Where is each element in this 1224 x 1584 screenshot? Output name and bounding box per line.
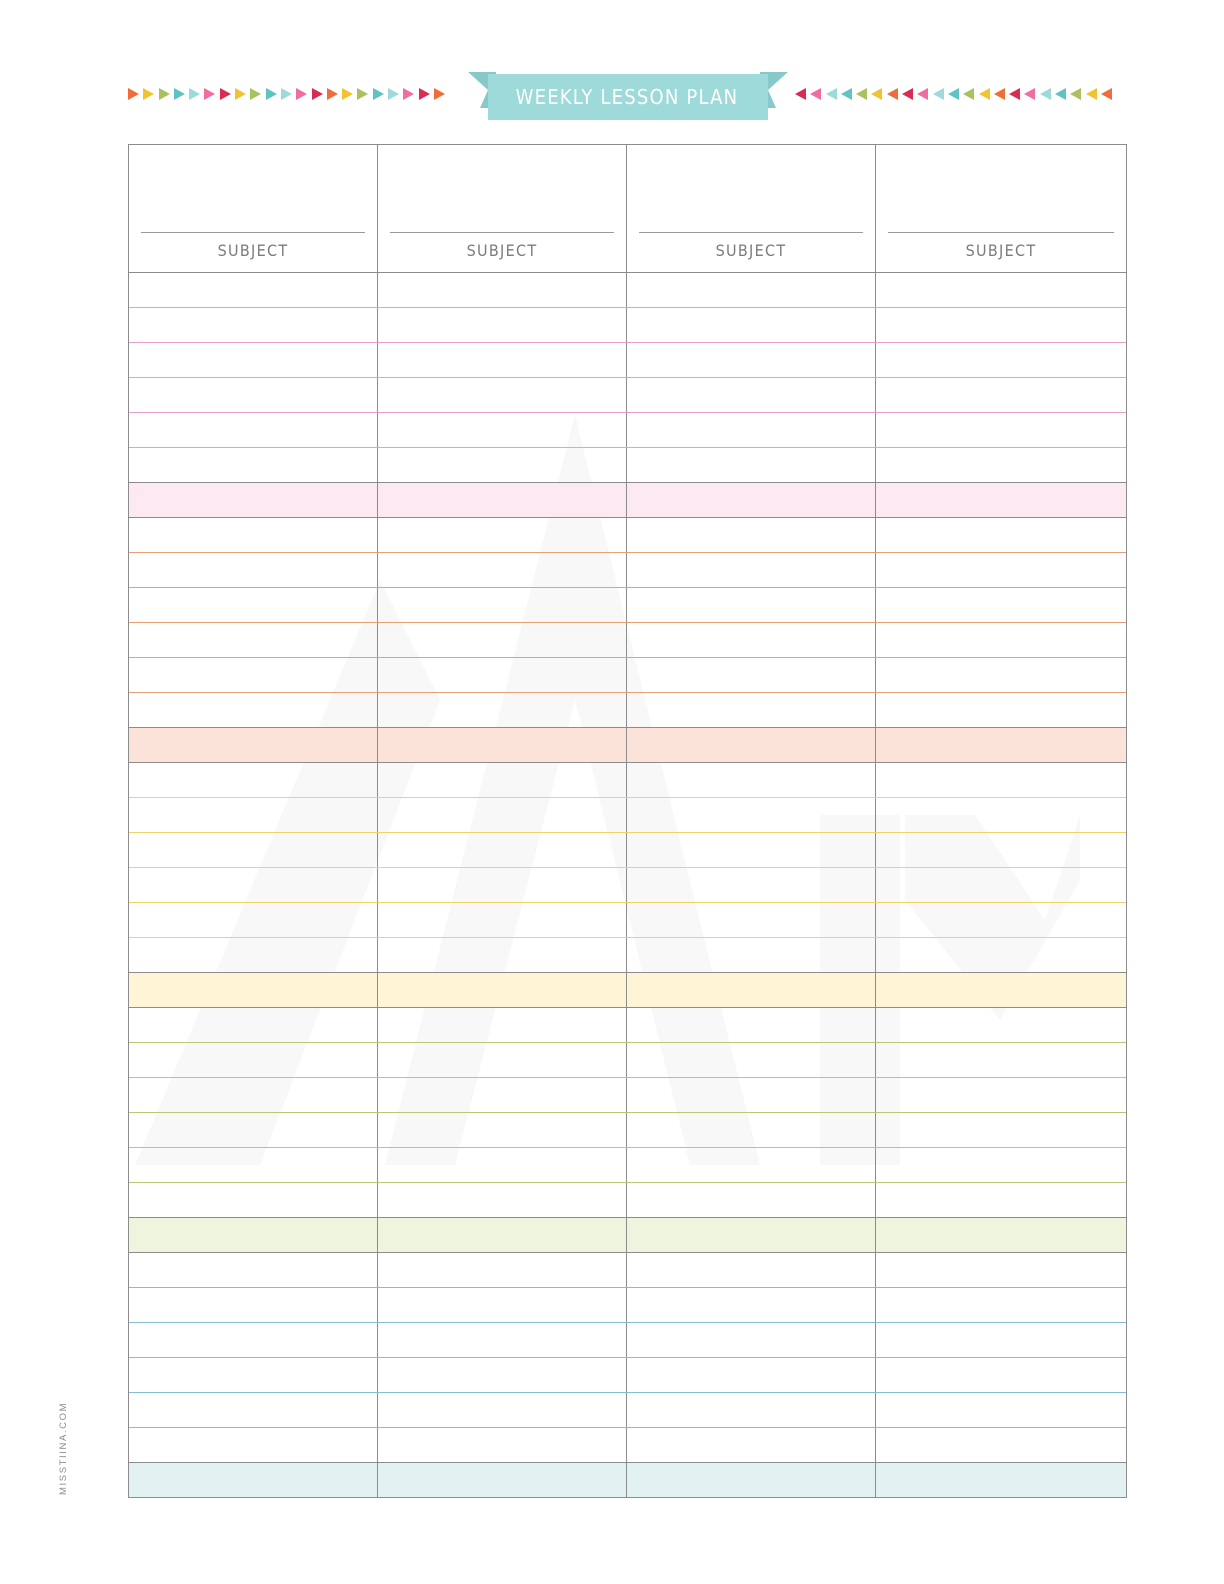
lesson-row <box>129 448 1126 483</box>
lesson-cell[interactable] <box>876 1008 1126 1042</box>
triangle-ornament <box>1101 88 1112 100</box>
lesson-cell[interactable] <box>129 868 378 902</box>
triangle-ornament <box>963 88 974 100</box>
lesson-cell[interactable] <box>627 1008 876 1042</box>
lesson-cell[interactable] <box>876 763 1126 797</box>
lesson-cell[interactable] <box>129 1428 378 1462</box>
lesson-cell[interactable] <box>378 798 627 832</box>
lesson-cell[interactable] <box>129 518 378 552</box>
lesson-cell[interactable] <box>129 483 378 517</box>
lesson-cell[interactable] <box>378 1393 627 1427</box>
lesson-cell[interactable] <box>378 623 627 657</box>
lesson-cell[interactable] <box>129 1218 378 1252</box>
lesson-row <box>129 658 1126 693</box>
lesson-cell[interactable] <box>876 343 1126 377</box>
lesson-row <box>129 833 1126 868</box>
triangle-ornament <box>1070 88 1081 100</box>
lesson-cell[interactable] <box>876 483 1126 517</box>
triangle-ornament <box>1009 88 1020 100</box>
lesson-cell[interactable] <box>378 1323 627 1357</box>
lesson-cell[interactable] <box>627 1183 876 1217</box>
lesson-cell[interactable] <box>378 273 627 307</box>
lesson-cell[interactable] <box>129 763 378 797</box>
lesson-row <box>129 693 1126 728</box>
lesson-row <box>129 1078 1126 1113</box>
triangle-ornament <box>887 88 898 100</box>
lesson-cell[interactable] <box>378 553 627 587</box>
lesson-row <box>129 343 1126 378</box>
lesson-cell[interactable] <box>378 903 627 937</box>
lesson-row <box>129 903 1126 938</box>
lesson-cell[interactable] <box>627 1043 876 1077</box>
lesson-cell[interactable] <box>627 588 876 622</box>
triangle-ornament <box>235 88 246 100</box>
subject-column-header-2 <box>378 145 627 272</box>
lesson-cell[interactable] <box>378 1183 627 1217</box>
lesson-cell[interactable] <box>378 763 627 797</box>
lesson-cell[interactable] <box>627 308 876 342</box>
lesson-cell[interactable] <box>627 1113 876 1147</box>
lesson-cell[interactable] <box>876 1358 1126 1392</box>
lesson-cell[interactable] <box>129 1008 378 1042</box>
triangle-ornament <box>373 88 384 100</box>
lesson-cell[interactable] <box>129 833 378 867</box>
brand-credit: MISSTIINA.COM <box>58 1401 69 1495</box>
lesson-cell[interactable] <box>378 1078 627 1112</box>
lesson-cell[interactable] <box>129 1463 378 1497</box>
lesson-cell[interactable] <box>627 833 876 867</box>
triangle-ornament <box>357 88 368 100</box>
lesson-cell[interactable] <box>876 1183 1126 1217</box>
lesson-row <box>129 1043 1126 1078</box>
lesson-cell[interactable] <box>876 623 1126 657</box>
subject-write-line[interactable] <box>639 232 863 233</box>
lesson-cell[interactable] <box>378 308 627 342</box>
lesson-row <box>129 588 1126 623</box>
lesson-cell[interactable] <box>129 308 378 342</box>
triangle-ornament <box>795 88 806 100</box>
triangle-ornament <box>296 88 307 100</box>
lesson-cell[interactable] <box>129 1148 378 1182</box>
lesson-cell[interactable] <box>378 483 627 517</box>
lesson-cell[interactable] <box>876 1113 1126 1147</box>
lesson-cell[interactable] <box>378 1428 627 1462</box>
lesson-row <box>129 763 1126 798</box>
lesson-cell[interactable] <box>627 273 876 307</box>
lesson-cell[interactable] <box>876 518 1126 552</box>
triangle-ornament <box>856 88 867 100</box>
lesson-cell[interactable] <box>378 1463 627 1497</box>
section-band-row <box>129 1463 1126 1497</box>
lesson-cell[interactable] <box>627 1393 876 1427</box>
lesson-cell[interactable] <box>129 798 378 832</box>
lesson-cell[interactable] <box>627 518 876 552</box>
triangle-ornament <box>128 88 139 100</box>
subject-write-line[interactable] <box>888 232 1114 233</box>
lesson-cell[interactable] <box>129 693 378 727</box>
subject-column-header-4 <box>876 145 1126 272</box>
lesson-cell[interactable] <box>627 1148 876 1182</box>
section-band-row <box>129 973 1126 1008</box>
lesson-cell[interactable] <box>627 553 876 587</box>
lesson-row <box>129 798 1126 833</box>
triangle-ornament <box>342 88 353 100</box>
subject-column-header-3 <box>627 145 876 272</box>
lesson-row <box>129 1113 1126 1148</box>
lesson-cell[interactable] <box>627 1463 876 1497</box>
lesson-cell[interactable] <box>129 1043 378 1077</box>
lesson-cell[interactable] <box>378 448 627 482</box>
lesson-row <box>129 413 1126 448</box>
lesson-cell[interactable] <box>129 1288 378 1322</box>
triangle-ornament <box>933 88 944 100</box>
lesson-cell[interactable] <box>378 973 627 1007</box>
lesson-cell[interactable] <box>378 518 627 552</box>
lesson-rows <box>129 273 1126 1497</box>
triangle-ornament <box>841 88 852 100</box>
left-triangle-border <box>128 86 449 102</box>
lesson-cell[interactable] <box>378 1358 627 1392</box>
lesson-row <box>129 378 1126 413</box>
lesson-cell[interactable] <box>129 588 378 622</box>
lesson-cell[interactable] <box>876 1323 1126 1357</box>
lesson-cell[interactable] <box>129 973 378 1007</box>
lesson-cell[interactable] <box>378 1113 627 1147</box>
lesson-row <box>129 623 1126 658</box>
lesson-cell[interactable] <box>627 763 876 797</box>
lesson-cell[interactable] <box>129 1393 378 1427</box>
triangle-ornament <box>419 88 430 100</box>
lesson-cell[interactable] <box>378 938 627 972</box>
lesson-cell[interactable] <box>378 1148 627 1182</box>
lesson-row <box>129 1288 1126 1323</box>
subject-label: SUBJECT <box>217 241 289 260</box>
lesson-row <box>129 1393 1126 1428</box>
lesson-row <box>129 1428 1126 1463</box>
lesson-cell[interactable] <box>378 728 627 762</box>
lesson-cell[interactable] <box>129 273 378 307</box>
lesson-cell[interactable] <box>627 378 876 412</box>
subject-write-line[interactable] <box>390 232 614 233</box>
lesson-cell[interactable] <box>627 938 876 972</box>
triangle-ornament <box>159 88 170 100</box>
triangle-ornament <box>826 88 837 100</box>
triangle-ornament <box>204 88 215 100</box>
lesson-cell[interactable] <box>876 693 1126 727</box>
triangle-ornament <box>994 88 1005 100</box>
lesson-cell[interactable] <box>129 448 378 482</box>
lesson-cell[interactable] <box>378 1043 627 1077</box>
lesson-cell[interactable] <box>876 448 1126 482</box>
lesson-cell[interactable] <box>627 798 876 832</box>
lesson-cell[interactable] <box>627 343 876 377</box>
right-triangle-border <box>795 86 1116 102</box>
lesson-cell[interactable] <box>129 1183 378 1217</box>
triangle-ornament <box>1055 88 1066 100</box>
lesson-cell[interactable] <box>129 553 378 587</box>
triangle-ornament <box>174 88 185 100</box>
lesson-cell[interactable] <box>129 1253 378 1287</box>
lesson-cell[interactable] <box>378 658 627 692</box>
triangle-ornament <box>266 88 277 100</box>
lesson-cell[interactable] <box>129 413 378 447</box>
triangle-ornament <box>327 88 338 100</box>
page-title: WEEKLY LESSON PLAN <box>515 85 739 109</box>
lesson-cell[interactable] <box>129 1323 378 1357</box>
lesson-cell[interactable] <box>876 938 1126 972</box>
lesson-cell[interactable] <box>378 588 627 622</box>
lesson-cell[interactable] <box>627 413 876 447</box>
lesson-cell[interactable] <box>627 658 876 692</box>
page-header <box>0 60 1224 130</box>
lesson-cell[interactable] <box>378 1218 627 1252</box>
lesson-row <box>129 273 1126 308</box>
lesson-row <box>129 308 1126 343</box>
triangle-ornament <box>917 88 928 100</box>
lesson-cell[interactable] <box>876 658 1126 692</box>
lesson-cell[interactable] <box>876 1463 1126 1497</box>
triangle-ornament <box>1086 88 1097 100</box>
lesson-cell[interactable] <box>627 903 876 937</box>
lesson-cell[interactable] <box>627 1323 876 1357</box>
triangle-ornament <box>250 88 261 100</box>
lesson-cell[interactable] <box>627 623 876 657</box>
lesson-cell[interactable] <box>627 973 876 1007</box>
triangle-ornament <box>388 88 399 100</box>
lesson-cell[interactable] <box>378 1253 627 1287</box>
lesson-cell[interactable] <box>378 693 627 727</box>
triangle-ornament <box>1040 88 1051 100</box>
lesson-cell[interactable] <box>129 343 378 377</box>
triangle-ornament <box>979 88 990 100</box>
lesson-cell[interactable] <box>627 1288 876 1322</box>
lesson-cell[interactable] <box>378 868 627 902</box>
lesson-cell[interactable] <box>876 378 1126 412</box>
triangle-ornament <box>871 88 882 100</box>
lesson-row <box>129 518 1126 553</box>
subject-label: SUBJECT <box>965 241 1037 260</box>
lesson-cell[interactable] <box>876 1148 1126 1182</box>
triangle-ornament <box>434 88 445 100</box>
lesson-row <box>129 1358 1126 1393</box>
lesson-cell[interactable] <box>378 833 627 867</box>
subject-column-header-1 <box>129 145 378 272</box>
lesson-cell[interactable] <box>876 868 1126 902</box>
triangle-ornament <box>810 88 821 100</box>
lesson-cell[interactable] <box>627 483 876 517</box>
section-band-row <box>129 728 1126 763</box>
lesson-cell[interactable] <box>627 448 876 482</box>
section-band-row <box>129 483 1126 518</box>
subject-label: SUBJECT <box>715 241 787 260</box>
lesson-cell[interactable] <box>876 1393 1126 1427</box>
lesson-row <box>129 1183 1126 1218</box>
lesson-cell[interactable] <box>627 1078 876 1112</box>
lesson-row <box>129 1148 1126 1183</box>
lesson-cell[interactable] <box>876 553 1126 587</box>
triangle-ornament <box>403 88 414 100</box>
lesson-row <box>129 1008 1126 1043</box>
lesson-cell[interactable] <box>876 973 1126 1007</box>
lesson-cell[interactable] <box>627 1218 876 1252</box>
triangle-ornament <box>189 88 200 100</box>
lesson-cell[interactable] <box>876 413 1126 447</box>
triangle-ornament <box>1024 88 1035 100</box>
lesson-cell[interactable] <box>627 728 876 762</box>
lesson-cell[interactable] <box>378 343 627 377</box>
lesson-cell[interactable] <box>129 1358 378 1392</box>
lesson-cell[interactable] <box>627 1358 876 1392</box>
triangle-ornament <box>902 88 913 100</box>
lesson-cell[interactable] <box>129 1113 378 1147</box>
subject-write-line[interactable] <box>141 232 365 233</box>
triangle-ornament <box>312 88 323 100</box>
lesson-cell[interactable] <box>876 1253 1126 1287</box>
lesson-cell[interactable] <box>876 1428 1126 1462</box>
lesson-cell[interactable] <box>627 693 876 727</box>
lesson-cell[interactable] <box>129 623 378 657</box>
lesson-cell[interactable] <box>378 378 627 412</box>
lesson-cell[interactable] <box>129 728 378 762</box>
lesson-cell[interactable] <box>876 308 1126 342</box>
lesson-row <box>129 553 1126 588</box>
lesson-row <box>129 1253 1126 1288</box>
lesson-cell[interactable] <box>876 588 1126 622</box>
lesson-cell[interactable] <box>129 378 378 412</box>
lesson-cell[interactable] <box>876 833 1126 867</box>
lesson-cell[interactable] <box>129 658 378 692</box>
lesson-cell[interactable] <box>129 903 378 937</box>
lesson-row <box>129 938 1126 973</box>
lesson-row <box>129 868 1126 903</box>
triangle-ornament <box>948 88 959 100</box>
lesson-cell[interactable] <box>876 728 1126 762</box>
lesson-cell[interactable] <box>876 798 1126 832</box>
triangle-ornament <box>143 88 154 100</box>
section-band-row <box>129 1218 1126 1253</box>
lesson-cell[interactable] <box>129 1078 378 1112</box>
lesson-cell[interactable] <box>876 1078 1126 1112</box>
lesson-cell[interactable] <box>129 938 378 972</box>
lesson-cell[interactable] <box>378 1288 627 1322</box>
lesson-cell[interactable] <box>378 413 627 447</box>
lesson-cell[interactable] <box>627 1428 876 1462</box>
lesson-row <box>129 1323 1126 1358</box>
lesson-plan-grid <box>128 144 1127 1498</box>
lesson-cell[interactable] <box>378 1008 627 1042</box>
lesson-cell[interactable] <box>627 1253 876 1287</box>
lesson-cell[interactable] <box>627 868 876 902</box>
triangle-ornament <box>281 88 292 100</box>
triangle-ornament <box>220 88 231 100</box>
lesson-cell[interactable] <box>876 1043 1126 1077</box>
lesson-cell[interactable] <box>876 1288 1126 1322</box>
subject-label: SUBJECT <box>466 241 538 260</box>
lesson-cell[interactable] <box>876 273 1126 307</box>
lesson-cell[interactable] <box>876 903 1126 937</box>
lesson-cell[interactable] <box>876 1218 1126 1252</box>
